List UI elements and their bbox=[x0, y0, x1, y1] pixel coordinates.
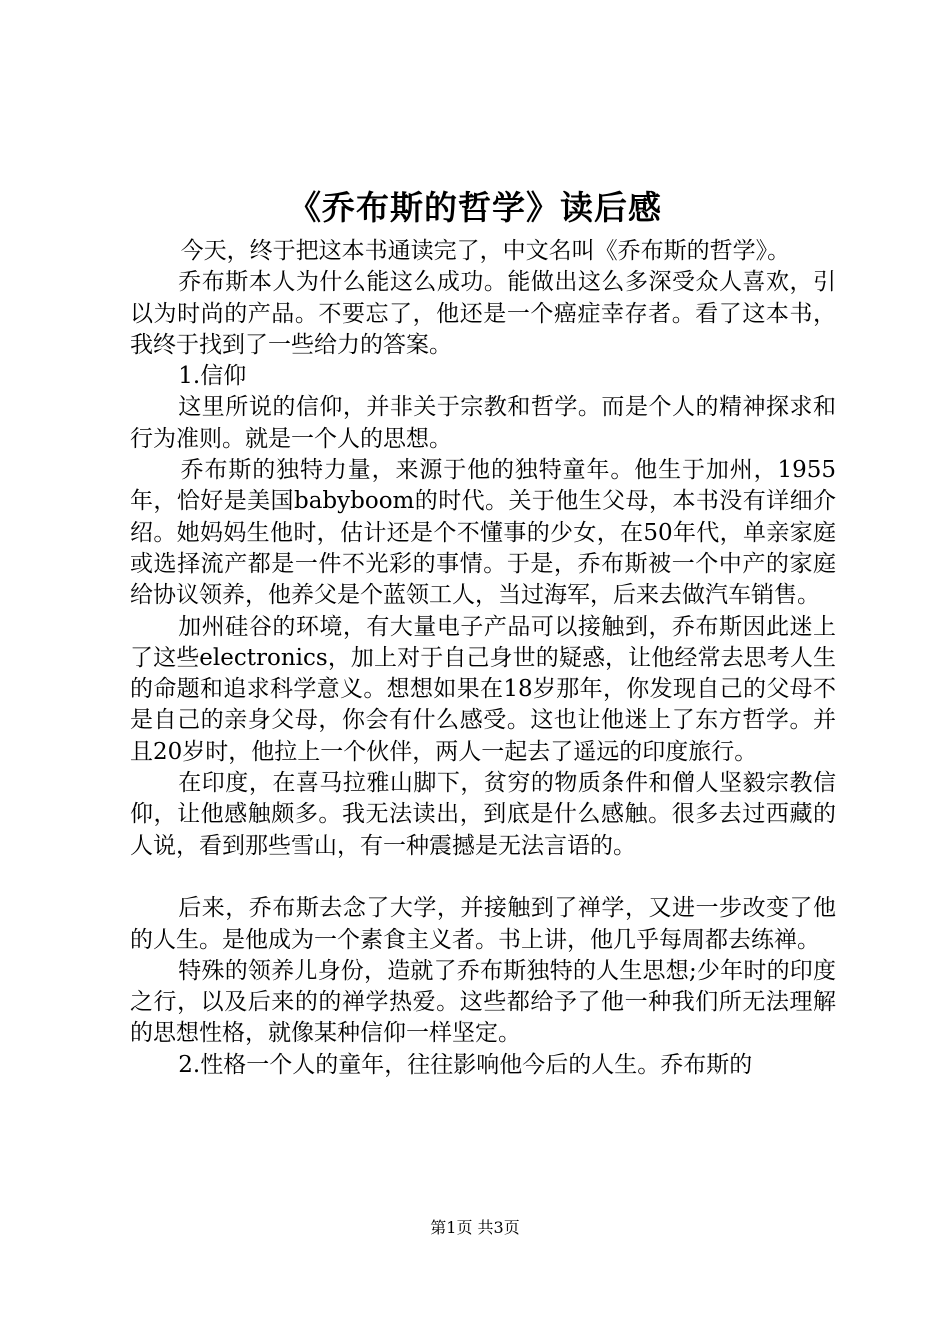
paragraph: 特殊的领养儿身份，造就了乔布斯独特的人生思想;少年时的印度之行，以及后来的的禅学热爱。这些都给予了他一种我们所无法理解的思想性格，就像某种信仰一样坚定。 bbox=[130, 957, 836, 1047]
section-heading: 1.信仰 bbox=[178, 363, 247, 390]
paragraph: 后来，乔布斯去念了大学，并接触到了禅学，又进一步改变了他的人生。是他成为一个素食主义者。书上讲，他几乎每周都去练禅。 bbox=[130, 895, 836, 953]
paragraph: 今天，终于把这本书通读完了，中文名叫《乔布斯的哲学》。 bbox=[180, 238, 791, 264]
paragraph: 加州硅谷的环境，有大量电子产品可以接触到，乔布斯因此迷上了这些electronics，加上对于自己身世的疑惑，让他经常去思考人生的命题和追求科学意义。想想如果在18岁那年，你发现自己的父母不是自己的亲身父母，你会有什么感受。这也让他迷上了东方哲学。并且20岁时，他拉上一个伙伴，两人一起去了遥远的印度旅行。 bbox=[130, 613, 836, 765]
paragraph: 在印度，在喜马拉雅山脚下，贫穷的物质条件和僧人坚毅宗教信仰，让他感触颇多。我无法读出，到底是什么感触。很多去过西藏的人说，看到那些雪山，有一种震撼是无法言语的。 bbox=[130, 770, 836, 859]
section-heading: 2.性格一个人的童年，往往影响他今后的人生。乔布斯的 bbox=[178, 1051, 753, 1078]
paragraph: 乔布斯本人为什么能这么成功。能做出这么多深受众人喜欢，引以为时尚的产品。不要忘了，他还是一个癌症幸存者。看了这本书，我终于找到了一些给力的答案。 bbox=[130, 269, 836, 358]
paragraph: 乔布斯的独特力量，来源于他的独特童年。他生于加州，1955年，恰好是美国babyboom的时代。关于他生父母，本书没有详细介绍。她妈妈生他时，估计还是个不懂事的少女，在50年代，单亲家庭或选择流产都是一件不光彩的事情。于是，乔布斯被一个中产的家庭给协议领养，他养父是个蓝领工人，当过海军，后来去做汽车销售。 bbox=[130, 457, 836, 609]
document-body bbox=[130, 236, 836, 1081]
page-number: 第1页 共3页 bbox=[430, 1218, 520, 1237]
document-title: 《乔布斯的哲学》读后感 bbox=[288, 188, 662, 227]
blank-line bbox=[130, 862, 836, 893]
paragraph: 这里所说的信仰，并非关于宗教和哲学。而是个人的精神探求和行为准则。就是一个人的思想。 bbox=[130, 394, 836, 452]
